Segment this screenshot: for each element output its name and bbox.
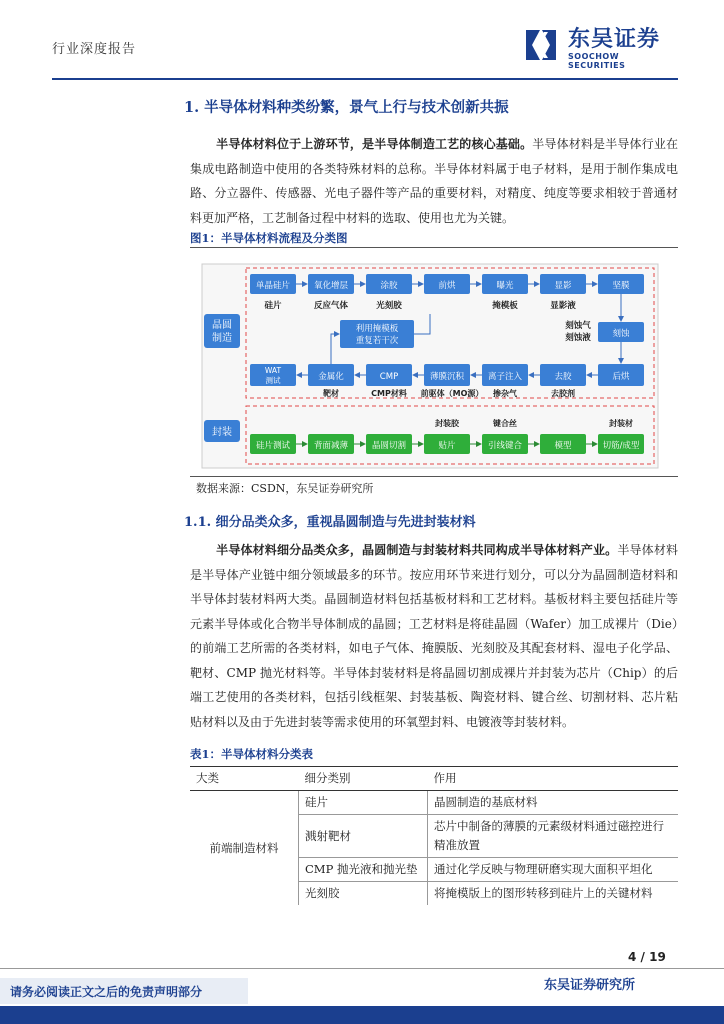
section-1-body: 半导体材料是半导体行业在集成电路制造中使用的各类特殊材料的总称。半导体材料属于电子材料，是用于制作集成电路、分立器件、传感器、光电子器件等产品的重要材料，对精度、纯度等要求相较于普通材料更加严格，工艺制备过程中材料的选取、使用也尤为关键。 — [190, 137, 678, 225]
step-develop: 显影 — [554, 281, 572, 291]
section-1-1-body: 半导体材料是半导体产业链中细分领域最多的环节。按应用环节来进行划分，可以分为晶圆制造材料和半导体封装材料两大类。晶圆制造材料包括基板材料和工艺材料。基板材料主要包括硅片等元素半导体或化合物半导体制成的晶圆；工艺材料是将硅晶圆（Wafer）加工成裸片（Die）的前端工艺所需的各类材料，如电子气体、掩膜版、光刻胶及其配套材料、湿电子化学品、靶材、CMP 抛光材料等。半导体封装材料是将晶圆切割成裸片并封装为芯片（Chip）的后端工艺使用的各类材料，包括引线框架、封装基板、陶瓷材料、键合丝、切割材料、芯片粘贴材料以及由于先进封装等需求使用的环氧塑封料、电镀液等封装材料。 — [190, 543, 678, 729]
section-1-paragraph — [190, 132, 678, 230]
figure-bottom-rule — [190, 476, 678, 477]
package-label: 封装 — [212, 427, 232, 438]
doc-type-label: 行业深度报告 — [52, 42, 137, 57]
step-wire-bond: 引线键合 — [487, 441, 523, 451]
footer-bar — [0, 1006, 724, 1024]
section-1-1-lead: 半导体材料细分品类众多，晶圆制造与封装材料共同构成半导体材料产业。 — [216, 543, 618, 557]
header-category: 大类 — [190, 767, 299, 791]
process-flow-diagram — [200, 262, 660, 472]
step-die-attach: 贴片 — [438, 441, 456, 451]
materials-table — [190, 766, 678, 905]
sub-cell: 光刻胶 — [299, 882, 428, 906]
step-metallization: 金属化 — [318, 372, 344, 382]
figure-top-rule — [190, 247, 678, 248]
step-coating: 涂胶 — [380, 281, 398, 291]
label-cmp-material: CMP材料 — [371, 389, 407, 398]
header-use: 作用 — [428, 767, 679, 791]
row1-steps — [250, 274, 644, 294]
label-etch-liquid: 刻蚀液 — [565, 333, 591, 343]
category-cell: 前端制造材料 — [209, 840, 279, 855]
figure-source: 数据来源：CSDN，东吴证券研究所 — [196, 482, 374, 495]
repeat-line-1: 利用掩模板 — [355, 324, 399, 334]
step-etch: 刻蚀 — [612, 329, 630, 339]
disclaimer-text: 请务必阅读正文之后的免责声明部分 — [10, 985, 203, 999]
step-strip: 去胶 — [554, 372, 572, 382]
step-dicing: 晶圆切割 — [371, 441, 407, 451]
section-1-1-title: 1.1. 细分品类众多，重视晶圆制造与先进封装材料 — [184, 515, 476, 530]
wafer-label-1: 晶圆 — [212, 320, 232, 331]
label-etch-gas: 刻蚀气 — [565, 321, 591, 331]
footer-divider — [0, 968, 724, 969]
use-cell: 晶圆制造的基底材料 — [428, 791, 679, 815]
step-cmp: CMP — [379, 372, 399, 382]
step-postbake: 后烘 — [612, 372, 630, 382]
step-single-crystal-wafer: 单晶硅片 — [255, 281, 291, 291]
step-backgrind: 背面减薄 — [313, 441, 349, 451]
header-divider — [52, 78, 678, 80]
page-number: 4 / 19 — [628, 950, 666, 964]
label-bond-wire: 键合丝 — [493, 419, 517, 428]
label-wafer: 硅片 — [264, 301, 282, 311]
step-hardbake: 坚膜 — [612, 281, 630, 291]
sub-cell: 硅片 — [299, 791, 428, 815]
step-wafer-test: 硅片测试 — [255, 441, 291, 451]
step-prebake: 前烘 — [438, 281, 456, 291]
logo-name-cn: 东吴证券 — [568, 27, 661, 52]
label-reaction-gas: 反应气体 — [313, 301, 349, 311]
header-subcategory: 细分类别 — [299, 767, 428, 791]
logo-name-en: SOOCHOW SECURITIES — [568, 52, 626, 70]
figure-title: 图1：半导体材料流程及分类图 — [190, 231, 348, 245]
footer-org: 东吴证券研究所 — [544, 978, 636, 993]
label-package-material: 封装材 — [609, 419, 633, 428]
use-cell: 通过化学反映与物理研磨实现大面积平坦化 — [428, 858, 679, 882]
table-row — [190, 791, 678, 815]
label-encap-glue: 封装胶 — [435, 419, 459, 428]
step-thin-film: 薄膜沉积 — [429, 372, 465, 382]
row4-steps — [250, 434, 644, 454]
brand-logo — [518, 22, 678, 68]
row3-steps — [250, 364, 644, 386]
wafer-label-2: 制造 — [212, 333, 232, 344]
step-trim-form: 切筋/成型 — [602, 441, 640, 451]
sub-cell: 溅射靶材 — [299, 815, 428, 858]
repeat-line-2: 重复若干次 — [355, 336, 399, 346]
step-wat-2: 测试 — [265, 376, 281, 385]
label-mask: 掩模板 — [492, 301, 518, 311]
table-title: 表1：半导体材料分类表 — [190, 747, 314, 761]
step-exposure: 曝光 — [496, 281, 514, 291]
use-cell: 芯片中制备的薄膜的元素级材料通过磁控进行精准放置 — [428, 815, 679, 858]
label-developer: 显影液 — [550, 301, 576, 311]
step-oxidation: 氧化增层 — [313, 281, 349, 291]
label-precursor: 前驱体（MO源） — [420, 389, 484, 398]
disclaimer-banner — [0, 978, 248, 1004]
label-dopant-gas: 掺杂气 — [493, 389, 517, 398]
section-1-1-paragraph — [190, 538, 678, 734]
step-wat-1: WAT — [264, 366, 282, 375]
step-molding: 模型 — [554, 441, 572, 451]
use-cell: 将掩模版上的图形转移到硅片上的关键材料 — [428, 882, 679, 906]
table-header-row — [190, 767, 678, 791]
label-target: 靶材 — [323, 389, 339, 398]
section-1-title: 1. 半导体材料种类纷繁，景气上行与技术创新共振 — [184, 99, 509, 116]
logo-mark-icon — [518, 22, 564, 68]
label-photoresist: 光刻胶 — [376, 301, 402, 311]
label-stripper: 去胶剂 — [551, 389, 575, 398]
step-ion-implant: 离子注入 — [487, 372, 523, 382]
sub-cell: CMP 抛光液和抛光垫 — [299, 858, 428, 882]
section-1-lead: 半导体材料位于上游环节，是半导体制造工艺的核心基础。 — [216, 137, 533, 151]
